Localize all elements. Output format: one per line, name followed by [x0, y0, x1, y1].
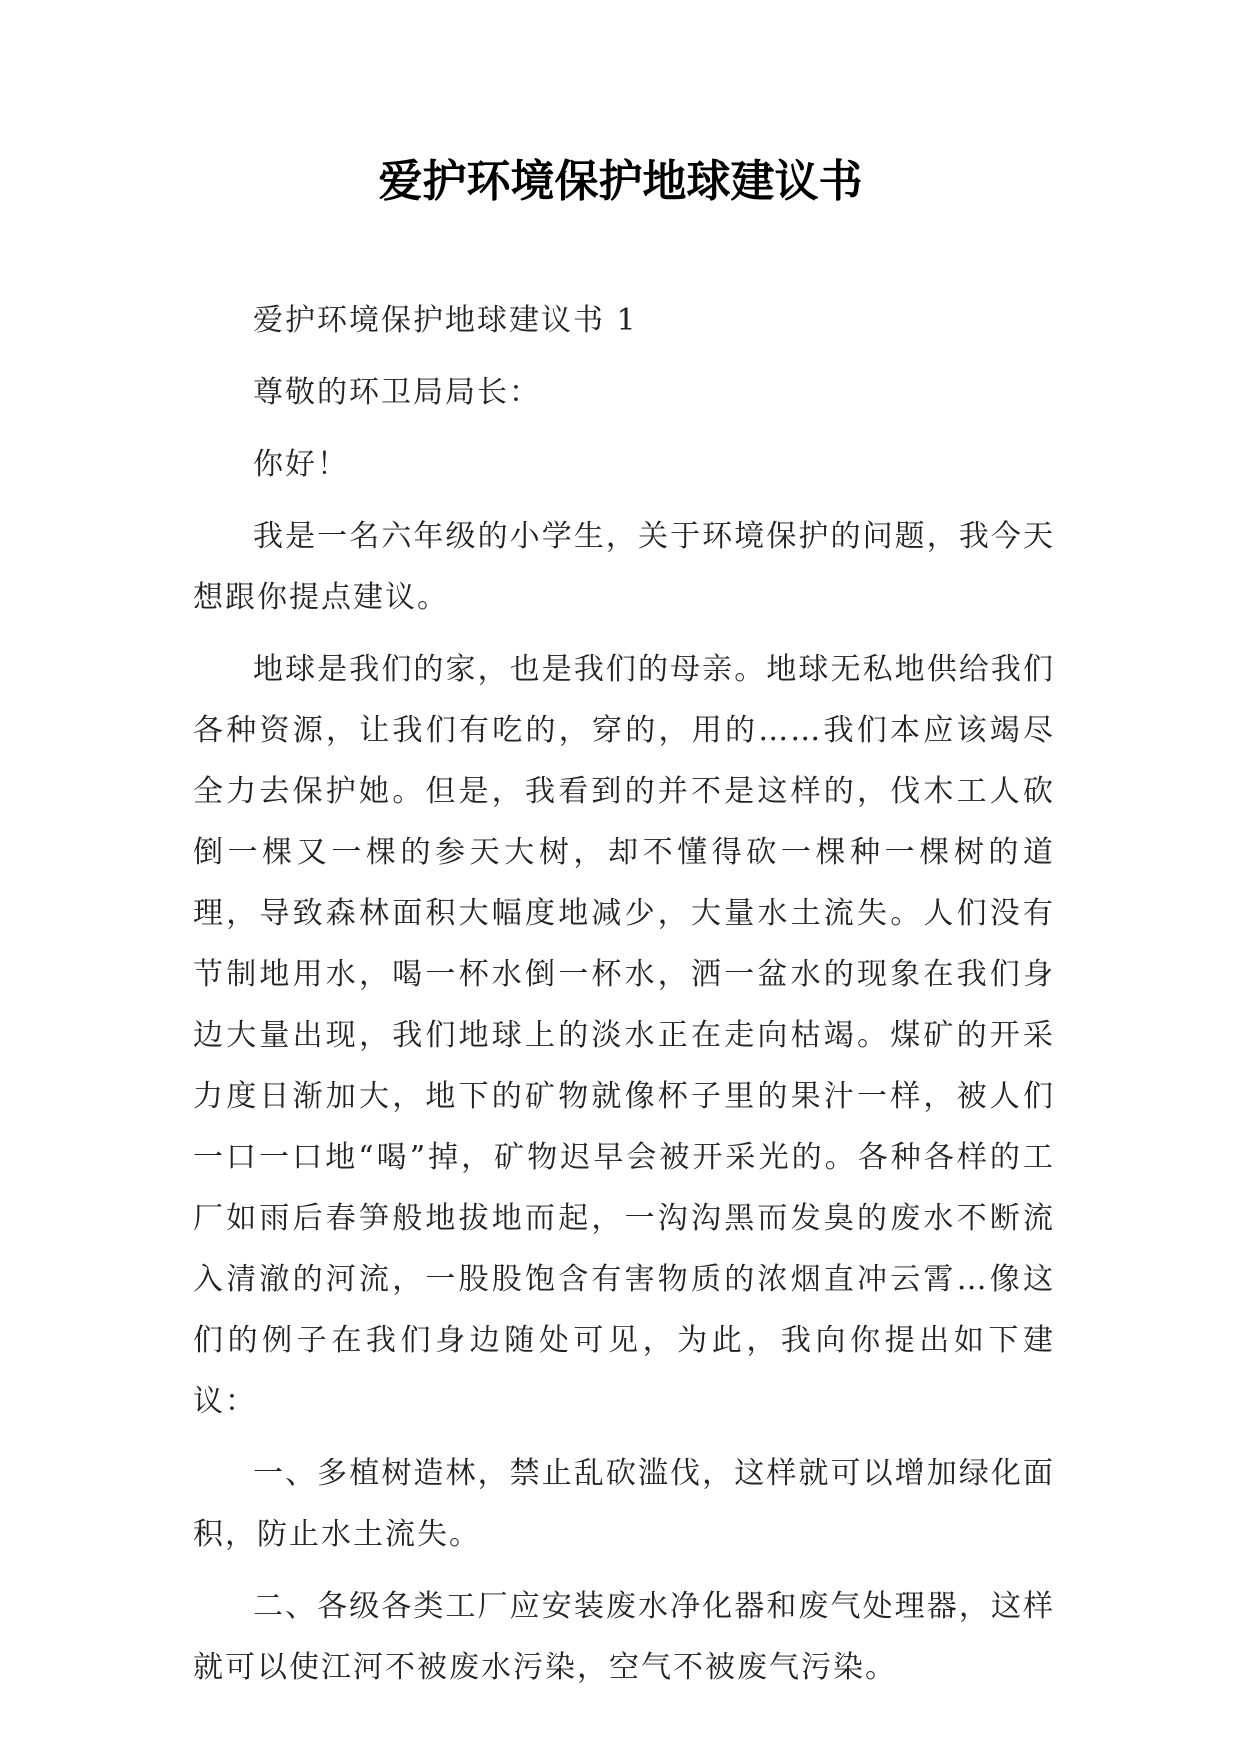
paragraph-main: 地球是我们的家，也是我们的母亲。地球无私地供给我们各种资源，让我们有吃的，穿的，用的……我们本应该竭尽全力去保护她。但是，我看到的并不是这样的，伐木工人砍倒一棵又一棵的参天大树，却不懂得砍一棵种一棵树的道理，导致森林面积大幅度地减少，大量水土流失。人们没有节制地用水，喝一杯水倒一杯水，洒一盆水的现象在我们身边大量出现，我们地球上的淡水正在走向枯竭。煤矿的开采力度日渐加大，地下的矿物就像杯子里的果汁一样，被人们一口一口地“喝”掉，矿物迟早会被开采光的。各种各样的工厂如雨后春笋般地拔地而起，一沟沟黑而发臭的废水不断流入清澈的河流，一股股饱含有害物质的浓烟直冲云霄…像这们的例子在我们身边随处可见，为此，我向你提出如下建议：: [193, 652, 1055, 1419]
paragraph-introduction: 我是一名六年级的小学生，关于环境保护的问题，我今天想跟你提点建议。: [193, 519, 1055, 615]
document-title: 爱护环境保护地球建议书: [378, 156, 863, 207]
document-body: [193, 290, 1055, 1709]
paragraph-suggestion-2: 二、各级各类工厂应安装废水净化器和废气处理器，这样就可以使江河不被废水污染，空气不被废气污染。: [193, 1589, 1055, 1685]
paragraph-suggestion-1: 一、多植树造林，禁止乱砍滥伐，这样就可以增加绿化面积，防止水土流失。: [193, 1456, 1055, 1552]
paragraph-greeting: 你好！: [253, 447, 349, 482]
paragraph-heading: 爱护环境保护地球建议书 1: [253, 303, 638, 338]
paragraph-salutation: 尊敬的环卫局局长：: [253, 375, 541, 410]
